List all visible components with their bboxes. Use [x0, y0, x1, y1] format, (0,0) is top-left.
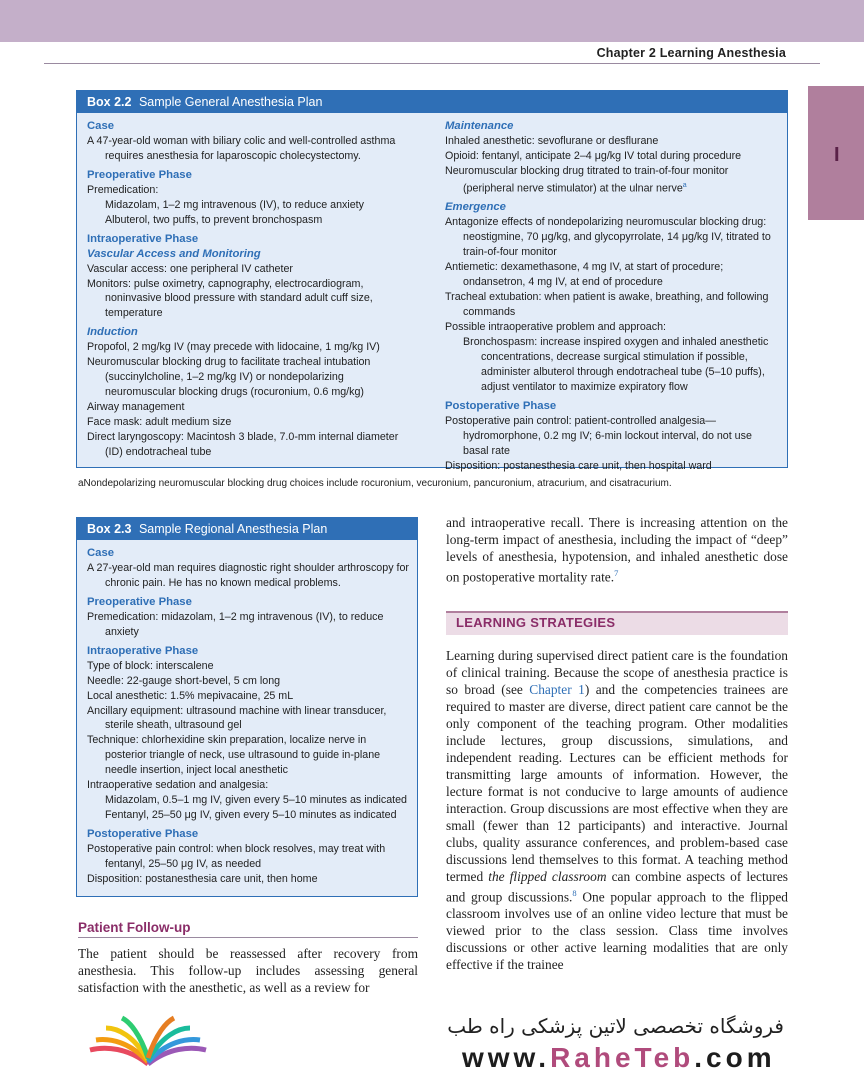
box-number: Box 2.2 — [87, 95, 132, 109]
box-subheading: Postoperative Phase — [87, 828, 199, 841]
box-subheading: Case — [87, 120, 115, 132]
emphasis: the flipped classroom — [488, 869, 607, 884]
section-heading-learning-strategies: LEARNING STRATEGIES — [446, 611, 788, 635]
box-line: Intraoperative sedation and analgesia: — [87, 779, 269, 792]
box-line: Antiemetic: dexamethasone, 4 mg IV, at start of procedure; ondansetron, 4 mg IV, at end of procedure — [445, 261, 724, 289]
box-line-indented: Midazolam, 0.5–1 mg IV, given every 5–10 minutes as indicated — [105, 794, 407, 807]
box-2-2 — [76, 90, 788, 472]
box-line: Vascular access: one peripheral IV catheter — [87, 262, 293, 275]
box-line: Disposition: postanesthesia care unit, then home — [87, 873, 318, 886]
box-line: Monitors: pulse oximetry, capnography, electrocardiogram, noninvasive blood pressure with standard adult cuff size, temperature — [87, 277, 373, 320]
running-head: Chapter 2 Learning Anesthesia — [596, 46, 786, 60]
watermark-persian-text: فروشگاه تخصصی لاتین پزشکی راه طب — [447, 1014, 784, 1038]
box-line: A 27-year-old man requires diagnostic right shoulder arthroscopy for chronic pain. He has no known medical problems. — [87, 561, 409, 589]
box-subheading: Intraoperative Phase — [87, 232, 199, 245]
box-line: Disposition: postanesthesia care unit, then hospital ward — [445, 459, 712, 472]
box-line-indented: Fentanyl, 25–50 μg IV, given every 5–10 minutes as indicated — [105, 809, 397, 822]
follow-up-paragraph: The patient should be reassessed after recovery from anesthesia. This follow-up includes assessing general satisfaction with the anesthetic, as well as a review for — [78, 946, 418, 995]
box-subheading-italic: Vascular Access and Monitoring — [87, 247, 261, 260]
box-line: Type of block: interscalene — [87, 659, 214, 672]
box-line: Neuromuscular blocking drug to facilitate tracheal intubation (succinylcholine, 1–2 mg/kg IV) or nondepolarizing neuromuscular blocking drugs (rocuronium, 0.6 mg/kg) — [87, 356, 371, 399]
box-2-2-header — [77, 91, 787, 113]
box-line: Premedication: — [87, 183, 159, 196]
box-line: Possible intraoperative problem and approach: — [445, 320, 667, 333]
box-line: Premedication: midazolam, 1–2 mg intravenous (IV), to reduce anxiety — [87, 610, 384, 638]
box-title: Sample Regional Anesthesia Plan — [138, 522, 328, 536]
box-line: Face mask: adult medium size — [87, 416, 232, 429]
box-2-3 — [76, 517, 418, 897]
box-line: Antagonize effects of nondepolarizing neuromuscular blocking drug: neostigmine, 70 μg/kg, and glycopyrrolate, 14 μg/kg IV, titrated to train-of-four monitor — [445, 216, 771, 259]
box-number: Box 2.3 — [87, 522, 132, 536]
box-2-2-right-column — [445, 119, 779, 473]
box-line-indented: Bronchospasm: increase inspired oxygen and inhaled anesthetic concentrations, decrease surgical stimulation if possible, administer albuterol through endotracheal tube (5–10 puffs), adjust ventilator to maximize expiratory flow — [463, 335, 769, 393]
box-line: Neuromuscular blocking drug titrated to train-of-four monitor (peripheral nerve stimulator) at the ulnar nerve$^a$ — [445, 164, 729, 195]
box-line: Propofol, 2 mg/kg IV (may precede with lidocaine, 1 mg/kg IV) — [87, 341, 380, 354]
box-line: Airway management — [87, 401, 185, 414]
box-title: Sample General Anesthesia Plan — [138, 95, 323, 109]
box-line: Postoperative pain control: when block resolves, may treat with fentanyl, 25–50 μg IV, as needed — [87, 843, 386, 871]
continued-paragraph: and intraoperative recall. There is increasing attention on the long-term impact of anesthesia, including the impact of “deep” levels of anesthesia, hypotension, and inhaled anesthetic dose on postoperative mortality rate.$^7$ — [446, 515, 788, 585]
box-line: Technique: chlorhexidine skin preparation, localize nerve in posterior triangle of neck, use ultrasound to guide in-plane needle insertion, inject local anesthetic — [87, 734, 381, 777]
watermark-url: www.RaheTeb.com — [462, 1042, 776, 1073]
box-line: Tracheal extubation: when patient is awake, breathing, and following commands — [445, 291, 769, 318]
section-tab — [808, 86, 864, 220]
box-line: Inhaled anesthetic: sevoflurane or desflurane — [445, 134, 659, 147]
box-2-3-header — [77, 518, 417, 540]
section-heading-patient-follow-up: Patient Follow-up — [78, 920, 418, 938]
box-line: Local anesthetic: 1.5% mepivacaine, 25 mL — [87, 689, 294, 702]
section-tab-number: I — [834, 144, 840, 166]
top-band — [0, 0, 864, 42]
box-subheading: Preoperative Phase — [87, 595, 192, 608]
book-logo-icon — [88, 1012, 208, 1072]
chapter-link[interactable]: Chapter 1 — [529, 682, 585, 697]
citation: 8 — [572, 888, 577, 898]
box-subheading: Case — [87, 547, 115, 559]
box-line: Needle: 22-gauge short-bevel, 5 cm long — [87, 674, 281, 687]
box-line: Postoperative pain control: patient-controlled analgesia—hydromorphone, 0.2 mg IV; 6-min lockout interval, do not use basal rate — [445, 414, 752, 457]
box-subheading: Preoperative Phase — [87, 168, 192, 181]
box-2-3-body — [87, 546, 409, 887]
box-subheading: Intraoperative Phase — [87, 644, 199, 657]
box-2-2-left-column — [87, 119, 417, 460]
learning-strategies-paragraph: Learning during supervised direct patient care is the foundation of clinical training. Because the scope of anesthesia practice is so broad (see Chapter 1) and the competencies trainees are required to master are diverse, direct patient care cannot be the only component of the teaching program. Other modalities include lectures, group discussions, simulations, and independent reading. Lectures can be efficient methods for transmitting large amounts of information. However, the lecture format is not conducive to large amounts of audience interaction. Group discussions are most effective when they are small (fewer than 12 participants) and interactive. Journal clubs, quality assurance conferences, and problem-based case discussions lend themselves to this format. A teaching method termed the flipped classroom can combine aspects of lectures and group discussions.$^8$ One popular approach to the flipped classroom involves use of an online video lecture that must be viewed prior to the class session. Class time involves discussions or other active learning modalities that are only effective if the trainee — [446, 648, 788, 973]
citation: 7 — [614, 568, 619, 578]
box-line: Opioid: fentanyl, anticipate 2–4 μg/kg IV total during procedure — [445, 149, 742, 162]
box-line: Direct laryngoscopy: Macintosh 3 blade, 7.0-mm internal diameter (ID) endotracheal tube — [87, 431, 399, 459]
box-subheading: Postoperative Phase — [445, 399, 557, 412]
footnote-marker: a — [682, 181, 687, 189]
footnote: aNondepolarizing neuromuscular blocking drug choices include rocuronium, vecuronium, pancuronium, atracurium, and cisatracurium. — [78, 478, 672, 489]
box-subheading-italic: Emergence — [445, 201, 506, 214]
box-line: A 47-year-old woman with biliary colic and well-controlled asthma requires anesthesia for laparoscopic cholecystectomy. — [87, 134, 396, 162]
box-line: Ancillary equipment: ultrasound machine with linear transducer, sterile sheath, ultrasound gel — [87, 704, 387, 732]
box-line-indented: Midazolam, 1–2 mg intravenous (IV), to reduce anxiety — [105, 198, 364, 211]
box-subheading-italic: Induction — [87, 326, 138, 339]
box-line-indented: Albuterol, two puffs, to prevent bronchospasm — [105, 213, 323, 226]
box-subheading-italic: Maintenance — [445, 120, 514, 132]
